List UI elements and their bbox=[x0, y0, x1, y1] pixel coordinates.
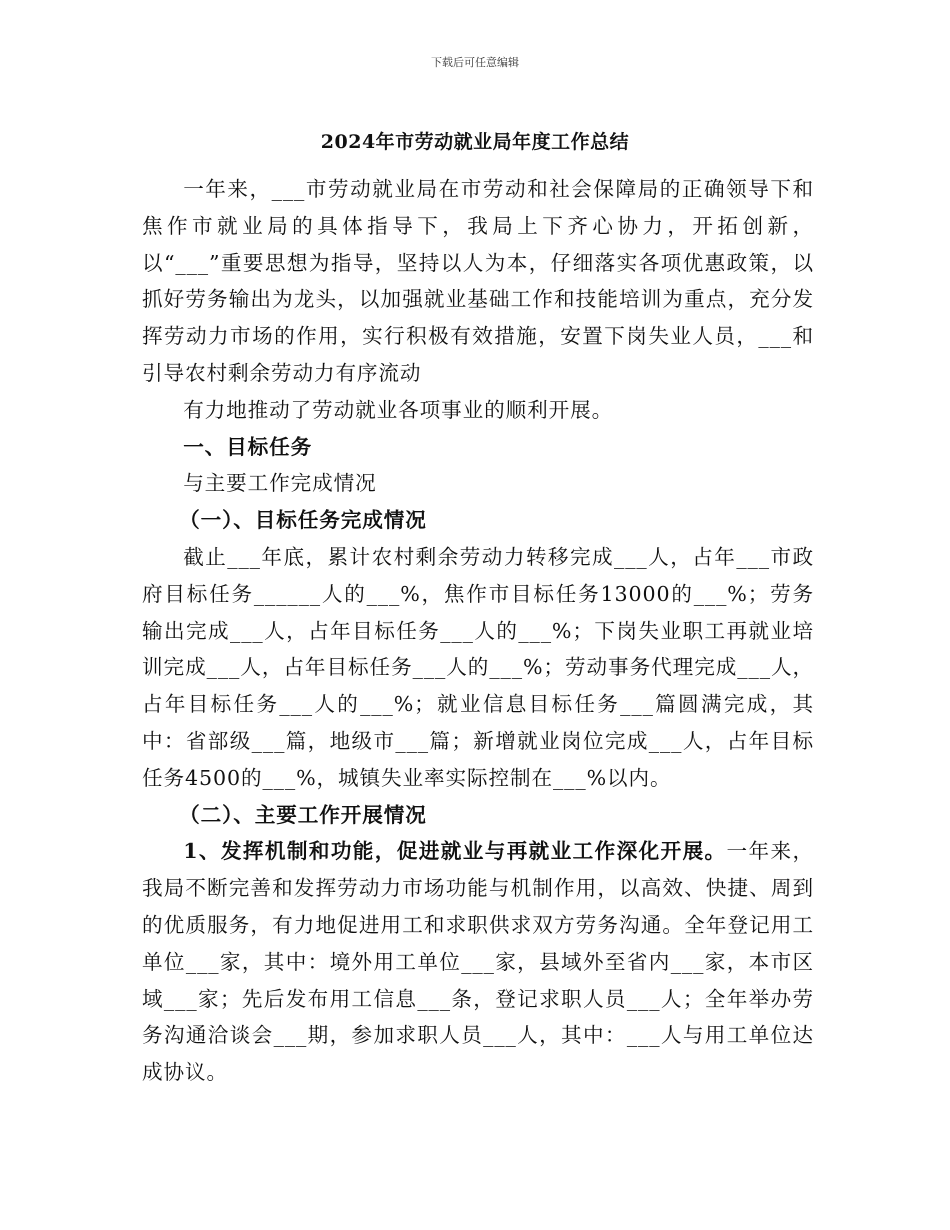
item-1-paragraph bbox=[142, 833, 814, 1091]
document-body bbox=[142, 171, 814, 1091]
item-1-body: 一年来，我局不断完善和发挥劳动力市场功能与机制作用，以高效、快捷、周到的优质服务，有力地促进用工和求职供求双方劳务沟通。全年登记用工单位___家，其中：境外用工单位___家，县域外至省内___家，本市区域___家；先后发布用工信息___条，登记求职人员___人；全年举办劳务沟通洽谈会___期，参加求职人员___人，其中：___人与用工单位达成协议。 bbox=[142, 839, 814, 1085]
section-1-heading: 一、目标任务 bbox=[183, 434, 313, 459]
intro-continuation: 有力地推动了劳动就业各项事业的顺利开展。 bbox=[183, 397, 614, 422]
intro-paragraph: 一年来，___市劳动就业局在市劳动和社会保障局的正确领导下和焦作市就业局的具体指导下，我局上下齐心协力，开拓创新，以“___”重要思想为指导，坚持以人为本，仔细落实各项优惠政策，以抓好劳务输出为龙头，以加强就业基础工作和技能培训为重点，充分发挥劳动力市场的作用，实行积极有效措施，安置下岗失业人员，___和引导农村剩余劳动力有序流动 bbox=[142, 177, 814, 385]
subsection-2-heading: （二）、主要工作开展情况 bbox=[179, 802, 427, 827]
page-title: 2024年市劳动就业局年度工作总结 bbox=[320, 131, 630, 153]
subsection-1-body: 截止___年底，累计农村剩余劳动力转移完成___人，占年___市政府目标任务______人的___%，焦作市目标任务13000的___%；劳务输出完成___人，占年目标任务___人的___%；下岗失业职工再就业培训完成___人，占年目标任务___人的___%；劳动事务代理完成___人，占年目标任务___人的___%；就业信息目标任务___篇圆满完成，其中：省部级___篇，地级市___篇；新增就业岗位完成___人，占年目标任务4500的___%，城镇失业率实际控制在___%以内。 bbox=[142, 544, 814, 790]
section-1-subtitle: 与主要工作完成情况 bbox=[183, 471, 377, 496]
header-note: 下载后可任意编辑 bbox=[431, 56, 519, 69]
item-1-lead: 1、发挥机制和功能，促进就业与再就业工作深化开展。 bbox=[183, 839, 727, 864]
subsection-1-heading: （一）、目标任务完成情况 bbox=[179, 508, 427, 533]
